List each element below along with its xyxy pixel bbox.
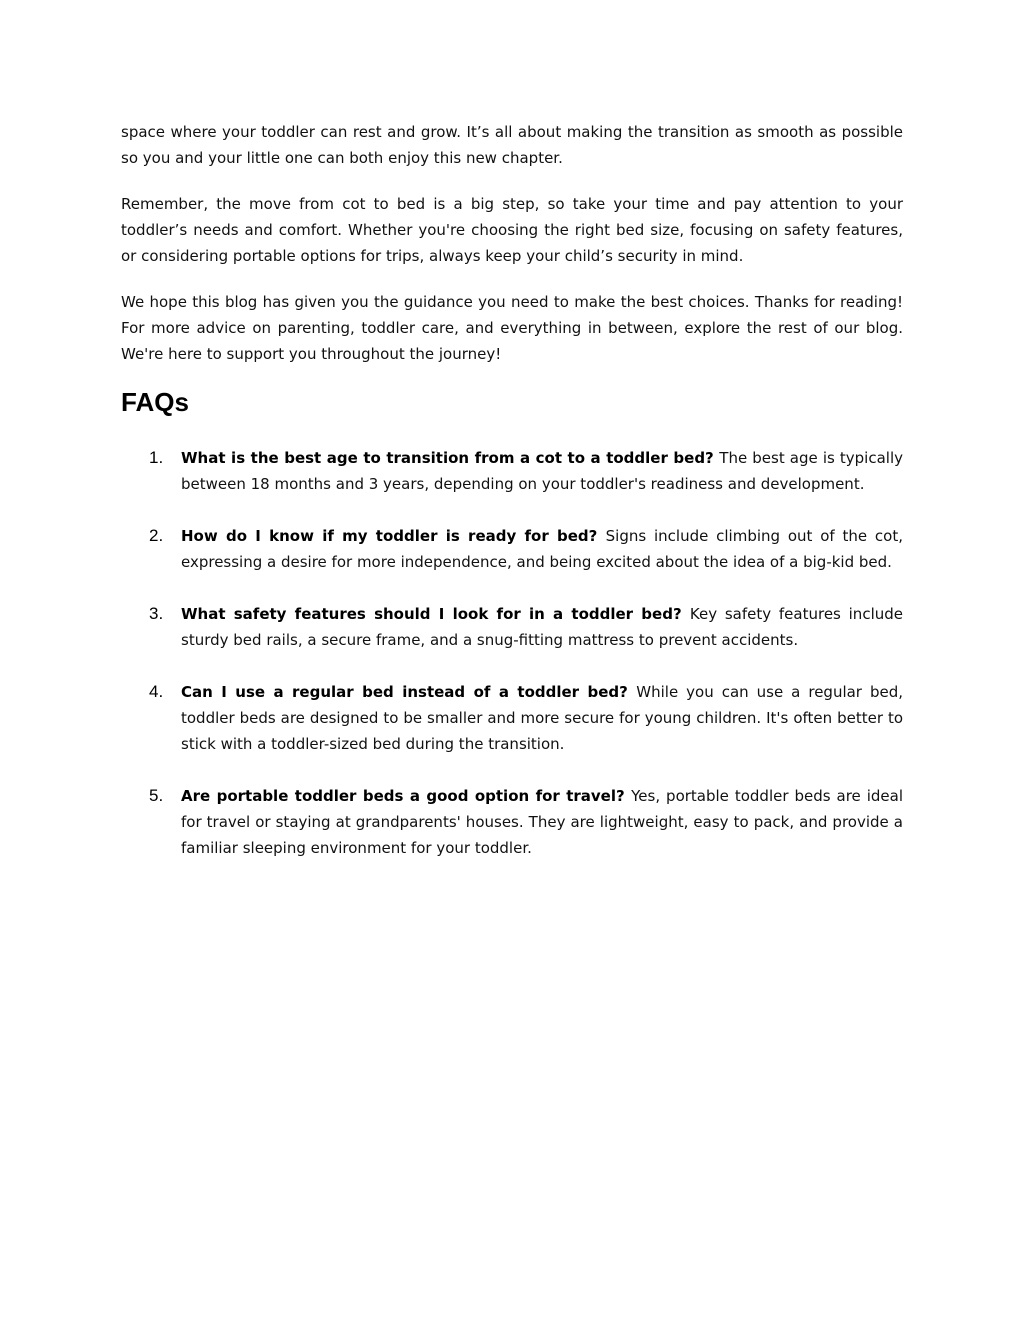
faq-question: What safety features should I look for in a toddler bed? — [181, 605, 690, 623]
faq-question: How do I know if my toddler is ready for bed? — [181, 527, 606, 545]
body-paragraph: Remember, the move from cot to bed is a big step, so take your time and pay attention to your toddler’s needs and comfort. Whether you're choosing the right bed size, focusing on safety features, or considering portable options for trips, always keep your child’s security in mind. — [121, 195, 903, 265]
faq-answer: Yes, portable toddler beds are ideal for travel or staying at grandparents' houses. They are lightweight, easy to pack, and provide a familiar sleeping environment for your toddler. — [181, 787, 903, 857]
faq-item — [121, 783, 903, 861]
document-content — [121, 119, 903, 887]
faq-list — [121, 445, 903, 861]
faq-answer: The best age is typically between 18 months and 3 years, depending on your toddler's readiness and development. — [181, 449, 903, 493]
faq-item — [121, 445, 903, 497]
faq-question: Can I use a regular bed instead of a toddler bed? — [181, 683, 637, 701]
faq-number: 3. — [149, 604, 164, 623]
faq-answer: While you can use a regular bed, toddler beds are designed to be smaller and more secure for young children. It's often better to stick with a toddler-sized bed during the transition. — [181, 683, 903, 753]
faq-item — [121, 679, 903, 757]
body-paragraph: We hope this blog has given you the guidance you need to make the best choices. Thanks for reading! For more advice on parenting, toddler care, and everything in between, explore the rest of our blog. We're here to support you throughout the journey! — [121, 293, 903, 363]
faq-item — [121, 601, 903, 653]
faq-answer: Key safety features include sturdy bed rails, a secure frame, and a snug-fitting mattress to prevent accidents. — [181, 605, 903, 649]
faq-question: What is the best age to transition from a cot to a toddler bed? — [181, 449, 720, 467]
faq-answer: Signs include climbing out of the cot, expressing a desire for more independence, and being excited about the idea of a big-kid bed. — [181, 527, 903, 571]
faq-number: 4. — [149, 682, 164, 701]
faq-number: 1. — [149, 448, 164, 467]
faq-number: 5. — [149, 786, 164, 805]
faq-heading: FAQs — [121, 387, 189, 417]
faq-question: Are portable toddler beds a good option for travel? — [181, 787, 632, 805]
faq-item — [121, 523, 903, 575]
faq-number: 2. — [149, 526, 164, 545]
body-paragraph: space where your toddler can rest and grow. It’s all about making the transition as smooth as possible so you and your little one can both enjoy this new chapter. — [121, 123, 903, 167]
